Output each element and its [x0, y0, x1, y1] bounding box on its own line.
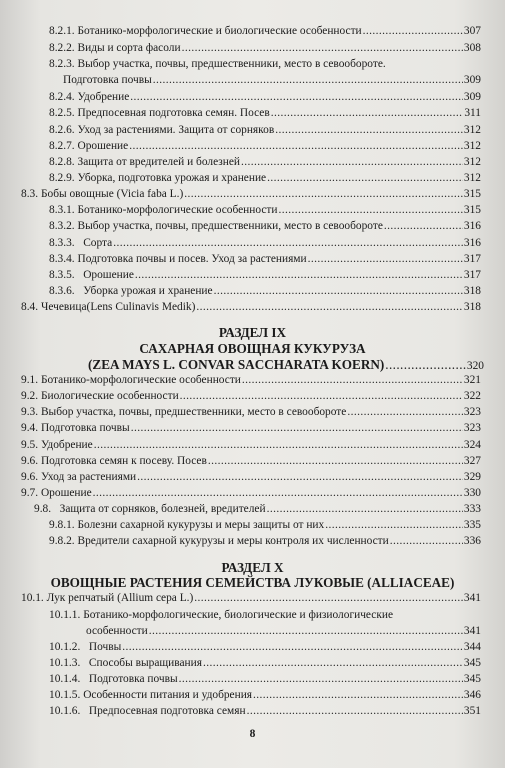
section-heading: РАЗДЕЛ IX — [218, 325, 287, 340]
toc-entry: 10.1.2. Почвы ..... 344 — [49, 641, 481, 654]
toc-entry: 9.6. Подготовка семян к посеву. Посев ..... 327 — [21, 455, 481, 468]
toc-entry: 9.1. Ботанико-морфологические особенности ..... 321 — [21, 374, 481, 387]
section-subtitle: (ZEA MAYS L. CONVAR SACCHARATA KOERN) ..... 320 — [88, 357, 484, 374]
section-heading: РАЗДЕЛ X — [221, 560, 284, 575]
toc-entry: 8.3.4. Подготовка почвы и посев. Уход за растениями ..... 317 — [49, 253, 481, 266]
toc-entry: 10.1.4. Подготовка почвы ..... 345 — [49, 673, 481, 686]
toc-entry: 10.1.5. Особенности питания и удобрения ..... 346 — [49, 689, 481, 702]
toc-entry: 8.2.3. Выбор участка, почвы, предшественники, место в севообороте. Подготовка почвы ..... 309 — [49, 58, 481, 87]
toc-entry: 9.7. Орошение ..... 330 — [21, 487, 481, 500]
toc-entry: 8.3.6. Уборка урожая и хранение ..... 318 — [49, 285, 481, 298]
toc-entry: 8.3.5. Орошение ..... 317 — [49, 269, 481, 282]
toc-entry: 10.1. Лук репчатый (Allium cepa L.) ..... 341 — [21, 592, 481, 605]
toc-entry: 10.1.1. Ботанико-морфологические, биологические и физиологические особенности ..... 341 — [49, 609, 481, 638]
toc-entry: 8.3.2. Выбор участка, почвы, предшественники, место в севообороте ..... 316 — [49, 220, 481, 233]
toc-entry: 9.8.2. Вредители сахарной кукурузы и меры контроля их численности ..... 336 — [49, 535, 481, 548]
toc-entry: 8.3.1. Ботанико-морфологические особенности ..... 315 — [49, 204, 481, 217]
toc-entry: 8.2.6. Уход за растениями. Защита от сорняков ..... 312 — [49, 124, 481, 137]
section-title: ОВОЩНЫЕ РАСТЕНИЯ СЕМЕЙСТВА ЛУКОВЫЕ (ALLIACEAE) — [50, 575, 455, 590]
toc-entry: 9.2. Биологические особенности ..... 322 — [21, 390, 481, 403]
toc-entry: 10.1.3. Способы выращивания ..... 345 — [49, 657, 481, 670]
toc-entry: 9.6. Уход за растениями ..... 329 — [21, 471, 481, 484]
toc-entry: 8.2.5. Предпосевная подготовка семян. Посев ..... 311 — [49, 107, 481, 120]
toc-entry: 9.4. Подготовка почвы ..... 323 — [21, 422, 481, 435]
toc-entry: 8.2.8. Защита от вредителей и болезней ..... 312 — [49, 156, 481, 169]
toc-entry: 8.2.7. Орошение ..... 312 — [49, 140, 481, 153]
toc-entry: 10.1.6. Предпосевная подготовка семян ..... 351 — [49, 705, 481, 718]
toc-entry: 9.5. Удобрение ..... 324 — [21, 439, 481, 452]
toc-entry: 8.2.9. Уборка, подготовка урожая и хранение ..... 312 — [49, 172, 481, 185]
toc-entry: 8.3.3. Сорта ..... 316 — [49, 237, 481, 250]
toc-entry: 8.4. Чечевица(Lens Culinavis Medik) ..... 318 — [21, 301, 481, 314]
section-title: САХАРНАЯ ОВОЩНАЯ КУКУРУЗА — [139, 341, 366, 356]
toc-entry: 8.3. Бобы овощные (Vicia faba L.) ..... 315 — [21, 188, 481, 201]
toc-entry: 8.2.2. Виды и сорта фасоли ..... 308 — [49, 42, 481, 55]
page-number: 8 — [249, 728, 256, 740]
toc-entry: 8.2.4. Удобрение ..... 309 — [49, 91, 481, 104]
toc-entry: 9.8. Защита от сорняков, болезней, вредителей ..... 333 — [34, 503, 481, 516]
toc-entry: 9.3. Выбор участка, почвы, предшественники, место в севообороте ..... 323 — [21, 406, 481, 419]
toc-entry: 8.2.1. Ботанико-морфологические и биологические особенности ..... 307 — [49, 25, 481, 38]
toc-entry: 9.8.1. Болезни сахарной кукурузы и меры защиты от них ..... 335 — [49, 519, 481, 532]
